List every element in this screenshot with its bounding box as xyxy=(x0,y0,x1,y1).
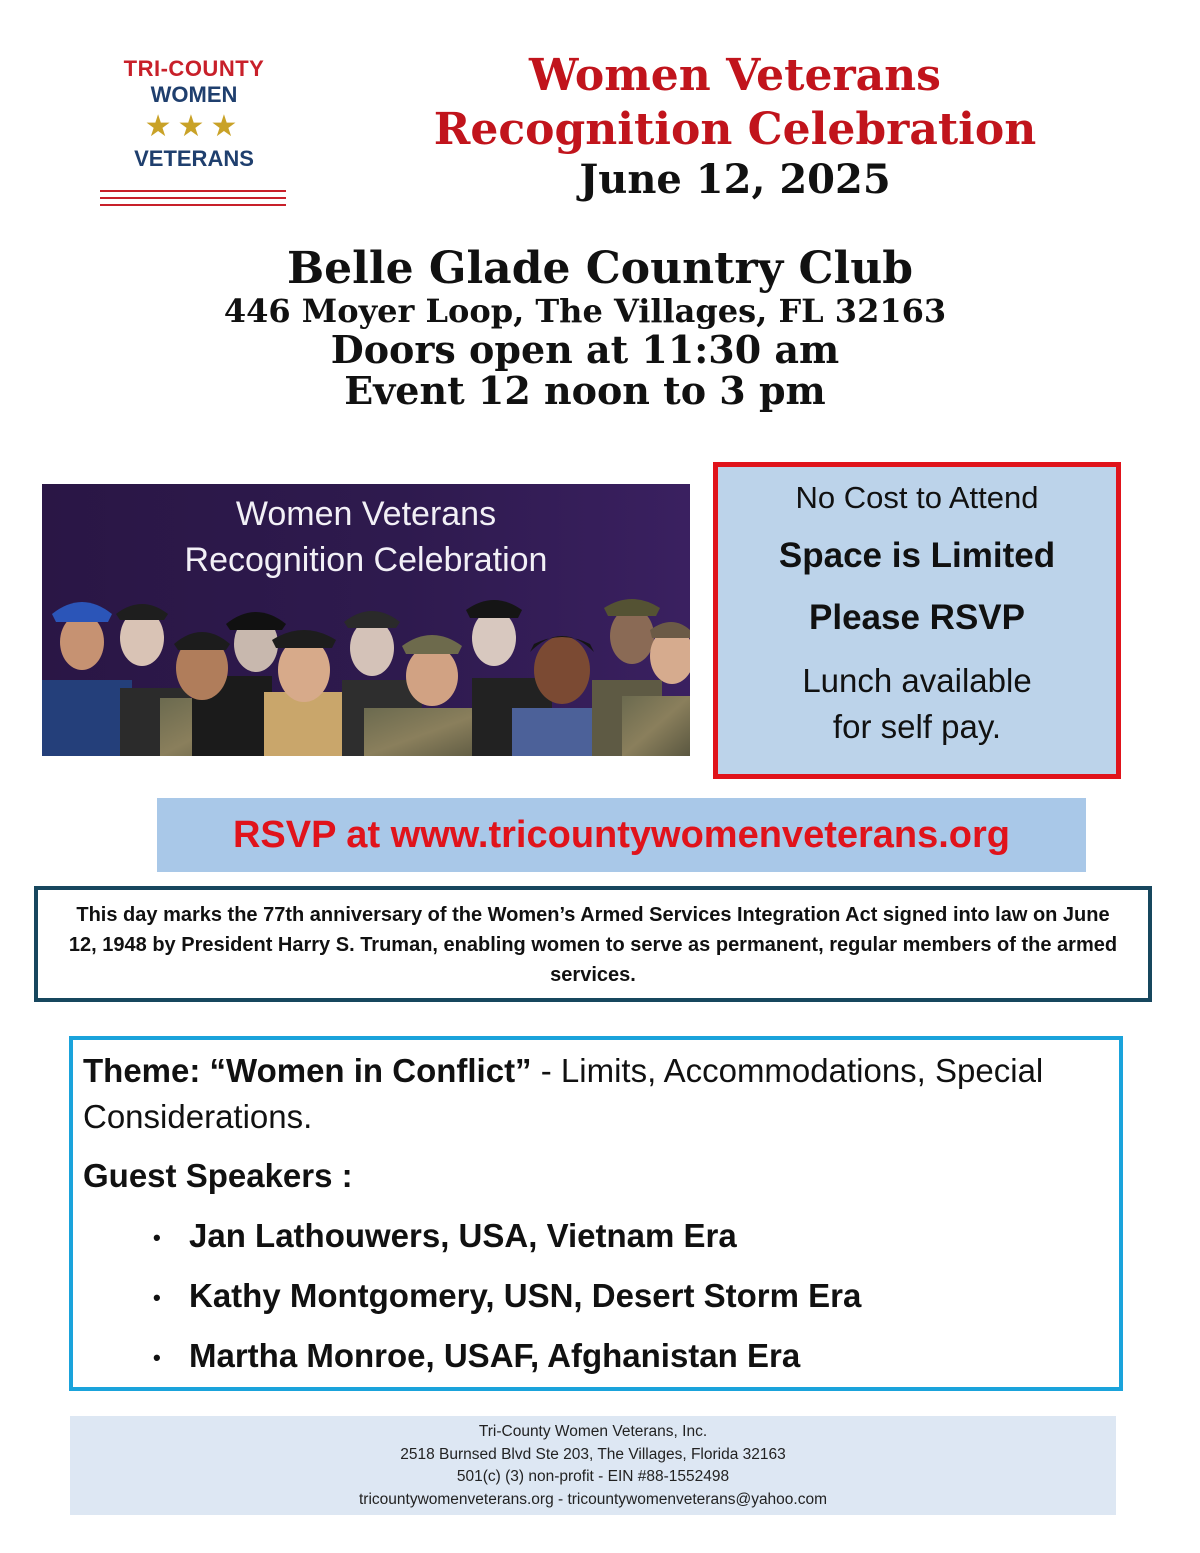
bullet-icon: • xyxy=(153,1285,161,1311)
logo-line-tri-county: TRI-COUNTY xyxy=(123,56,265,81)
please-rsvp-text: Please RSVP xyxy=(809,598,1025,637)
logo-stripes xyxy=(100,190,286,211)
event-date: June 12, 2025 xyxy=(579,156,891,203)
speaker-item xyxy=(153,1214,737,1260)
space-limited-text: Space is Limited xyxy=(778,536,1056,575)
footer-nonprofit: 501(c) (3) non-profit - EIN #88-1552498 xyxy=(456,1468,730,1485)
no-cost-text: No Cost to Attend xyxy=(795,480,1039,515)
logo-stars-icon: ★★★ xyxy=(144,110,244,143)
banner-title-line1: Women Veterans xyxy=(235,495,497,533)
rsvp-banner xyxy=(157,798,1086,872)
speaker-item xyxy=(153,1274,861,1320)
speaker-name: Kathy Montgomery, USN, Desert Storm Era xyxy=(189,1277,862,1314)
event-title-line1: Women Veterans xyxy=(529,50,941,101)
footer-address: 2518 Burnsed Blvd Ste 203, The Villages, Florida 32163 xyxy=(400,1445,786,1463)
footer-org-name: Tri-County Women Veterans, Inc. xyxy=(478,1423,708,1440)
bullet-icon: • xyxy=(153,1225,161,1251)
footer-contact[interactable]: tricountywomenveterans.org - tricountywomenveterans@yahoo.com xyxy=(358,1490,828,1508)
theme-text xyxy=(83,1048,1113,1140)
women-veterans-portraits-image xyxy=(42,580,690,756)
lunch-text-line1: Lunch available xyxy=(802,662,1032,699)
speaker-item xyxy=(153,1334,800,1380)
banner-title-line2: Recognition Celebration xyxy=(184,541,548,579)
bullet-icon: • xyxy=(153,1345,161,1371)
banner-image xyxy=(42,484,690,756)
speaker-name: Jan Lathouwers, USA, Vietnam Era xyxy=(189,1217,737,1254)
speaker-name: Martha Monroe, USAF, Afghanistan Era xyxy=(189,1337,801,1374)
lunch-text-line2: for self pay. xyxy=(832,708,1002,745)
theme-description: - Limits, Accommodations, Special Considerations. xyxy=(83,1052,1044,1135)
theme-label: Theme: “Women in Conflict” xyxy=(83,1052,532,1089)
logo-line-women: WOMEN xyxy=(150,82,238,107)
venue-name: Belle Glade Country Club xyxy=(286,243,914,294)
logo-line-veterans: VETERANS xyxy=(134,146,254,171)
footer-contact-block xyxy=(70,1416,1116,1515)
theme-speakers-box xyxy=(69,1036,1123,1391)
venue-address: 446 Moyer Loop, The Villages, FL 32163 xyxy=(223,292,947,330)
organization-logo xyxy=(96,56,292,216)
doors-open-time: Doors open at 11:30 am xyxy=(330,327,840,372)
attendance-info-box xyxy=(713,462,1121,779)
guest-speakers-heading: Guest Speakers : xyxy=(83,1157,353,1194)
rsvp-link[interactable]: RSVP at www.tricountywomenveterans.org xyxy=(232,814,1011,856)
event-title-line2: Recognition Celebration xyxy=(433,104,1037,155)
anniversary-note-box xyxy=(34,886,1152,1002)
event-time: Event 12 noon to 3 pm xyxy=(344,368,826,413)
anniversary-text: This day marks the 77th anniversary of the Women’s Armed Services Integration Act signed into law on June 12, 1948 by President Harry S. Truman, enabling women to serve as permanent, regular members of the armed services. xyxy=(68,904,1118,986)
